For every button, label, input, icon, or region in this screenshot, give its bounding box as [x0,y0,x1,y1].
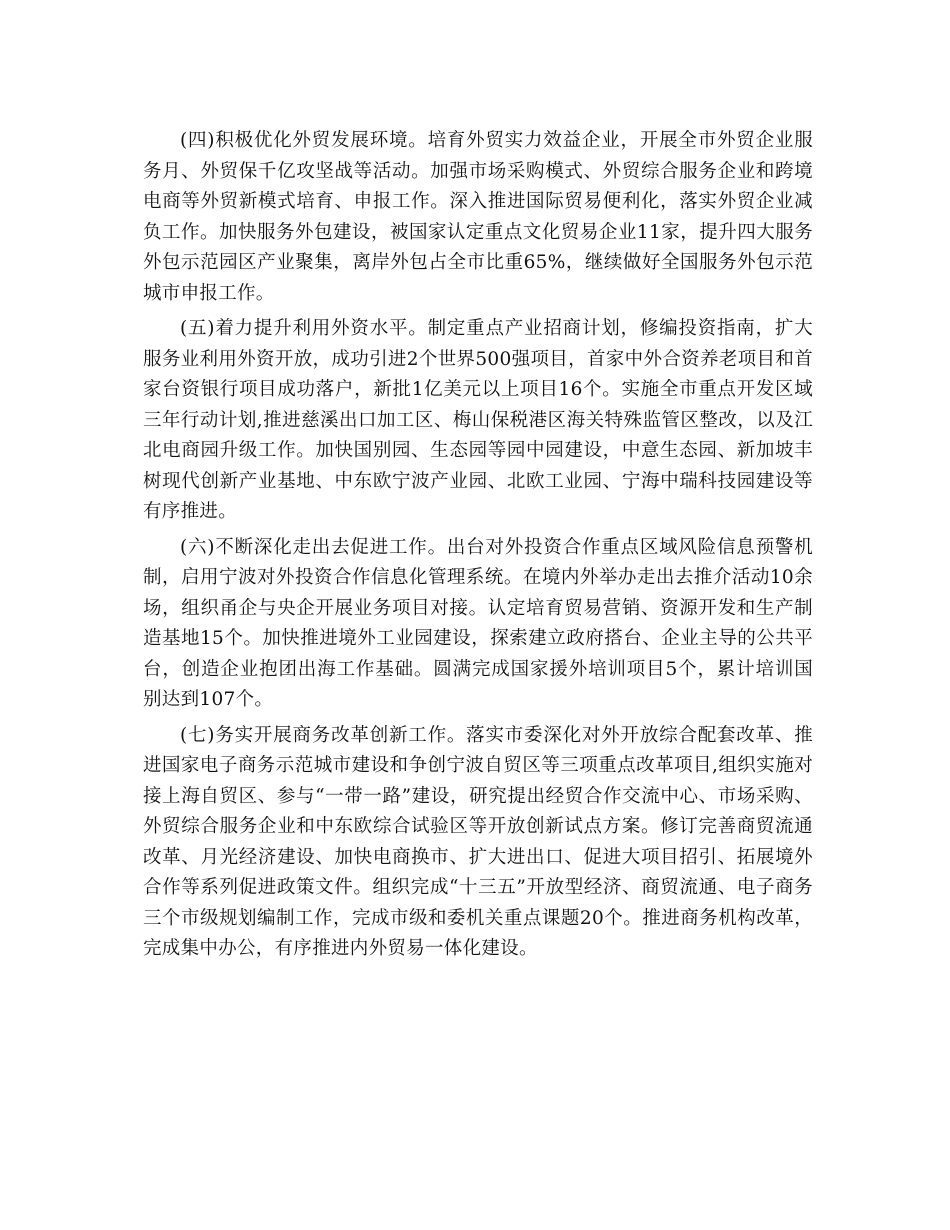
paragraph-foreign-trade-environment: (四)积极优化外贸发展环境。培育外贸实力效益企业，开展全市外贸企业服务月、外贸保千亿攻坚战等活动。加强市场采购模式、外贸综合服务企业和跨境电商等外贸新模式培育、申报工作。深入推进国际贸易便利化，落实外贸企业减负工作。加快服务外包建设，被国家认定重点文化贸易企业11家，提升四大服务外包示范园区产业聚集，离岸外包占全市比重65%，继续做好全国服务外包示范城市申报工作。 [143,130,813,304]
paragraph-reform-innovation: (七)务实开展商务改革创新工作。落实市委深化对外开放综合配套改革、推进国家电子商务示范城市建设和争创宁波自贸区等三项重点改革项目,组织实施对接上海自贸区、参与“一带一路”建设，研究提出经贸合作交流中心、市场采购、外贸综合服务企业和中东欧综合试验区等开放创新试点方案。修订完善商贸流通改革、月光经济建设、加快电商换市、扩大进出口、促进大项目招引、拓展境外合作等系列促进政策文件。组织完成“十三五”开放型经济、商贸流通、电子商务三个市级规划编制工作，完成市级和委机关重点课题20个。推进商务机构改革，完成集中办公，有序推进内外贸易一体化建设。 [143,724,813,959]
document-body [143,126,813,970]
paragraph-foreign-investment: (五)着力提升利用外资水平。制定重点产业招商计划，修编投资指南，扩大服务业利用外资开放，成功引进2个世界500强项目，首家中外合资养老项目和首家台资银行项目成功落户，新批1亿美元以上项目16个。实施全市重点开发区域三年行动计划,推进慈溪出口加工区、梅山保税港区海关特殊监管区整改，以及江北电商园升级工作。加快国别园、生态园等园中园建设，中意生态园、新加坡丰树现代创新产业基地、中东欧宁波产业园、北欧工业园、宁海中瑞科技园建设等有序推进。 [143,318,813,522]
paragraph-going-global: (六)不断深化走出去促进工作。出台对外投资合作重点区域风险信息预警机制，启用宁波对外投资合作信息化管理系统。在境内外举办走出去推介活动10余场，组织甬企与央企开展业务项目对接。认定培育贸易营销、资源开发和生产制造基地15个。加快推进境外工业园建设，探索建立政府搭台、企业主导的公共平台，创造企业抱团出海工作基础。圆满完成国家援外培训项目5个，累计培训国别达到107个。 [143,536,813,710]
